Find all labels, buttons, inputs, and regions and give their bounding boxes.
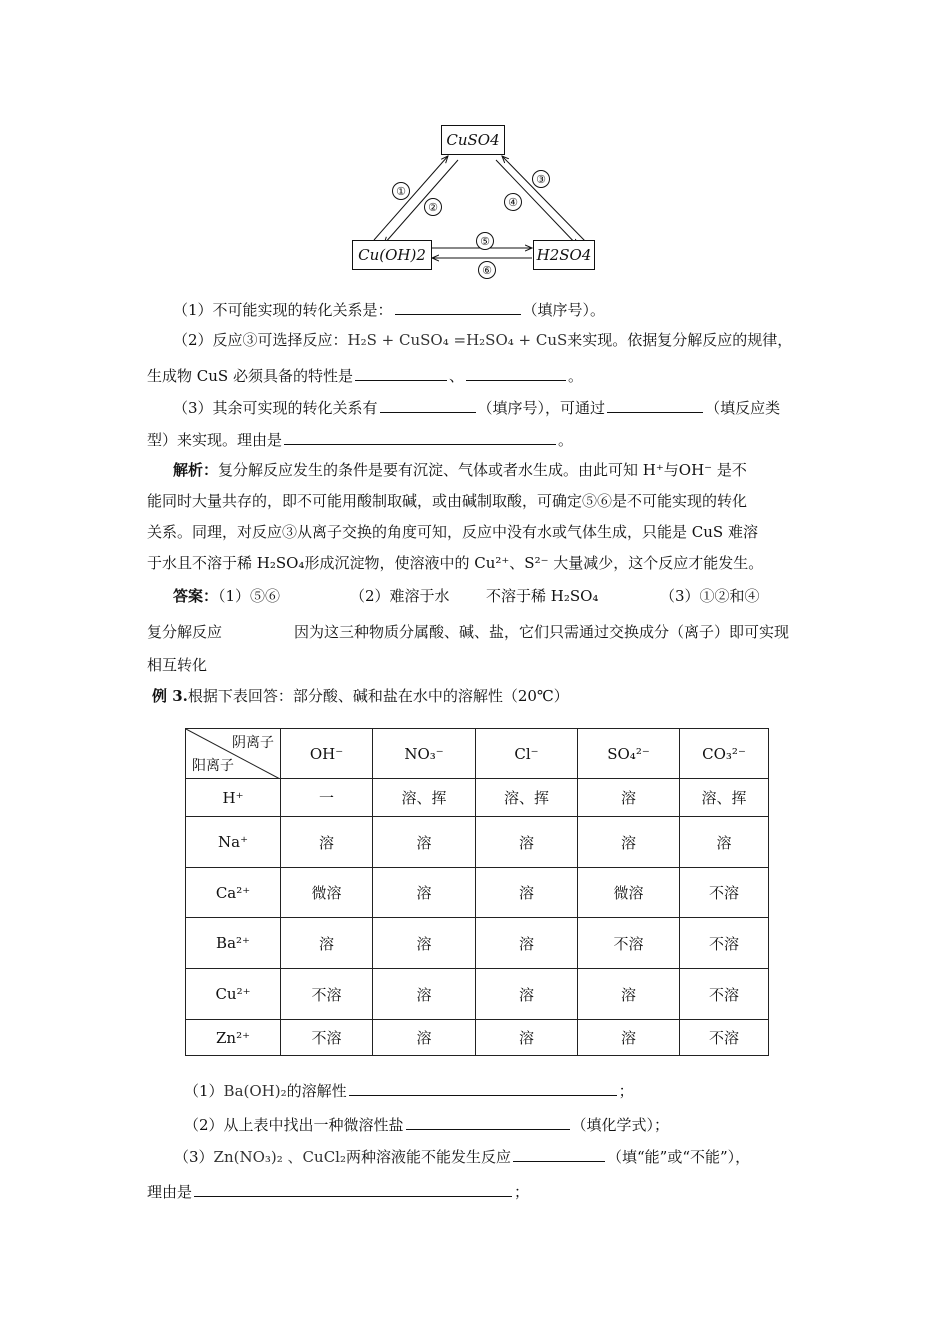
table-row xyxy=(186,868,769,918)
table-cell: 溶、挥 xyxy=(476,779,578,817)
question-1: （1）不可能实现的转化关系是： （填序号）。 xyxy=(173,301,606,319)
example-3-question-2: （2）从上表中找出一种微溶性盐 （填化学式）； xyxy=(184,1116,670,1134)
question-2-line2: 生成物 CuS 必须具备的特性是 、 。 xyxy=(147,367,583,385)
node-cuso4: CuSO4 xyxy=(441,125,505,155)
table-header-row xyxy=(186,729,769,779)
table-cell: 溶 xyxy=(373,969,476,1020)
label-2: ② xyxy=(424,198,442,216)
table-cell: 不溶 xyxy=(680,918,769,969)
analysis-line-4: 于水且不溶于稀 H₂SO₄形成沉淀物，使溶液中的 Cu²⁺、S²⁻ 大量减少，这个反应才能发生。 xyxy=(147,554,764,572)
analysis-line-1: 解析：复分解反应发生的条件是要有沉淀、气体或者水生成。由此可知 H⁺与OH⁻ 是不 xyxy=(173,461,747,479)
table-cell: 一 xyxy=(281,779,373,817)
analysis-line-3: 关系。同理，对反应③从离子交换的角度可知，反应中没有水或气体生成，只能是 CuS 难溶 xyxy=(147,523,758,541)
table-row xyxy=(186,969,769,1020)
example-3-question-3: （3）Zn(NO₃)₂ 、CuCl₂两种溶液能不能发生反应 （填“能”或“不能”）， xyxy=(174,1148,751,1166)
anion-header: Cl⁻ xyxy=(476,729,578,779)
answer-line-2a: 复分解反应 xyxy=(147,623,223,641)
anion-header: SO₄²⁻ xyxy=(578,729,680,779)
e3q1-formula: Ba(OH)₂ xyxy=(223,1082,287,1100)
cation-cell: Ba²⁺ xyxy=(186,918,281,969)
example-3-question-1: （1）Ba(OH)₂的溶解性 ； xyxy=(184,1082,634,1100)
label-5: ⑤ xyxy=(476,232,494,250)
solubility-table xyxy=(185,728,769,1056)
table-cell: 溶、挥 xyxy=(680,779,769,817)
answer-blank-2b[interactable] xyxy=(466,366,566,381)
table-cell: 微溶 xyxy=(281,868,373,918)
table-cell: 溶 xyxy=(373,1020,476,1056)
arrow-2 xyxy=(384,160,458,244)
header-cation-label: 阳离子 xyxy=(192,758,234,774)
cation-cell: Cu²⁺ xyxy=(186,969,281,1020)
anion-header: CO₃²⁻ xyxy=(680,729,769,779)
table-cell: 溶 xyxy=(281,918,373,969)
answer-blank-2a[interactable] xyxy=(355,366,447,381)
table-cell: 不溶 xyxy=(578,918,680,969)
table-cell: 溶 xyxy=(281,817,373,868)
anion-header: NO₃⁻ xyxy=(373,729,476,779)
node-h2so4: H2SO4 xyxy=(533,240,595,270)
answer-blank-3b[interactable] xyxy=(607,398,703,413)
question-3-line2: 型）来实现。理由是 。 xyxy=(147,431,574,449)
cation-cell: Na⁺ xyxy=(186,817,281,868)
answer-line-1: 答案：（1）⑤⑥ xyxy=(173,587,281,605)
answer-blank-3c[interactable] xyxy=(284,430,556,445)
table-cell: 溶 xyxy=(476,1020,578,1056)
cation-cell: Zn²⁺ xyxy=(186,1020,281,1056)
table-row xyxy=(186,918,769,969)
answer-line-3: 相互转化 xyxy=(147,656,208,674)
answer-part-2: （2）难溶于水 xyxy=(350,587,450,605)
answer-part-4: （3）①②和④ xyxy=(660,587,760,605)
table-row xyxy=(186,779,769,817)
answer-blank-e3-2[interactable] xyxy=(406,1115,570,1130)
answer-part-3: 不溶于稀 H₂SO₄ xyxy=(486,587,599,605)
table-cell: 溶 xyxy=(373,868,476,918)
q2-equation: H₂S + CuSO₄ =H₂SO₄ + CuS xyxy=(347,331,568,349)
answer-blank-e3-3b[interactable] xyxy=(194,1182,512,1197)
answer-blank-1[interactable] xyxy=(395,300,521,315)
table-cell: 不溶 xyxy=(680,1020,769,1056)
analysis-line-2: 能同时大量共存的，即不可能用酸制取碱，或由碱制取酸，可确定⑤⑥是不可能实现的转化 xyxy=(147,492,748,510)
answer-blank-3a[interactable] xyxy=(380,398,476,413)
example-3-heading: 例 3.根据下表回答：部分酸、碱和盐在水中的溶解性（20℃） xyxy=(152,687,569,705)
conversion-diagram xyxy=(340,120,610,280)
table-cell: 溶 xyxy=(578,817,680,868)
cation-cell: H⁺ xyxy=(186,779,281,817)
label-3: ③ xyxy=(532,170,550,188)
question-2: （2）反应③可选择反应：H₂S + CuSO₄ =H₂SO₄ + CuS来实现。依据复分解反应的规律， xyxy=(173,331,793,349)
label-1: ① xyxy=(392,182,410,200)
table-cell: 溶 xyxy=(373,817,476,868)
label-6: ⑥ xyxy=(478,261,496,279)
answer-line-2b: 因为这三种物质分属酸、碱、盐，它们只需通过交换成分（离子）即可实现 xyxy=(294,623,790,641)
table-cell: 溶 xyxy=(578,779,680,817)
table-cell: 溶 xyxy=(476,817,578,868)
table-row xyxy=(186,817,769,868)
table-cell: 溶 xyxy=(476,868,578,918)
table-cell: 溶、挥 xyxy=(373,779,476,817)
table-cell: 微溶 xyxy=(578,868,680,918)
table-cell: 不溶 xyxy=(281,1020,373,1056)
table-cell: 溶 xyxy=(578,1020,680,1056)
node-cuoh2: Cu(OH)2 xyxy=(352,240,432,270)
question-3: （3）其余可实现的转化关系有 （填序号），可通过 （填反应类 xyxy=(173,399,781,417)
table-cell: 溶 xyxy=(578,969,680,1020)
cation-cell: Ca²⁺ xyxy=(186,868,281,918)
e3q3-formula: Zn(NO₃)₂ 、CuCl₂ xyxy=(213,1148,346,1166)
table-cell: 溶 xyxy=(373,918,476,969)
anion-header: OH⁻ xyxy=(281,729,373,779)
table-row xyxy=(186,1020,769,1056)
answer-blank-e3-3a[interactable] xyxy=(513,1147,605,1162)
header-diagonal-cell xyxy=(186,729,281,779)
table-cell: 溶 xyxy=(476,969,578,1020)
header-anion-label: 阴离子 xyxy=(232,735,274,751)
answer-blank-e3-1[interactable] xyxy=(349,1081,617,1096)
example-3-question-3-line2: 理由是 ； xyxy=(147,1183,530,1201)
table-cell: 不溶 xyxy=(680,969,769,1020)
table-cell: 不溶 xyxy=(680,868,769,918)
table-cell: 溶 xyxy=(476,918,578,969)
table-cell: 不溶 xyxy=(281,969,373,1020)
label-4: ④ xyxy=(504,193,522,211)
table-cell: 溶 xyxy=(680,817,769,868)
